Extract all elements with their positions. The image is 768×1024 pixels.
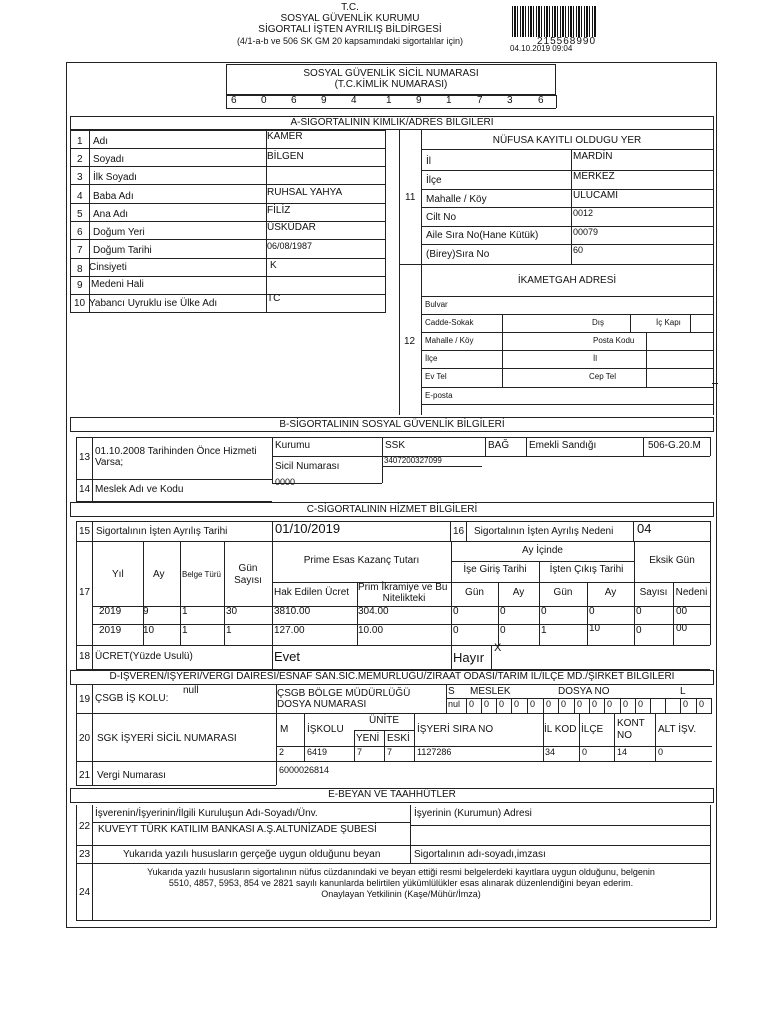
- dosya-numarasi-label: DOSYA NUMARASI: [277, 699, 367, 710]
- col-ilce-label: İLÇE: [581, 724, 604, 735]
- sicil-digit: 3: [507, 95, 513, 106]
- print-datetime: 04.10.2019 09:04: [510, 44, 573, 53]
- section-d-title: D-İŞVEREN/İŞYERİ/VERGİ DAİRESİ/ESNAF SAN.SİC.MEMURLUĞU/ZİRAAT ODASI/TARIM İL/İLÇE MD./ŞİRKET BİLGİLERİ: [109, 671, 675, 682]
- field-label-medeni-hali: Medeni Hali: [91, 279, 144, 290]
- row-number-21: 21: [79, 770, 91, 781]
- ayrilis-tarihi-label: Sigortalının İşten Ayrılış Tarihi: [96, 526, 228, 537]
- csgb-is-kolu-label: ÇSGB İŞ KOLU:: [95, 693, 169, 704]
- cell-hak-edilen: 3810.00: [274, 606, 311, 617]
- vergi-no-value: 6000026814: [279, 765, 330, 775]
- dosya-digit: 0: [514, 699, 520, 709]
- field-value-ana-adi: FİLİZ: [267, 205, 291, 216]
- beyan-text: Yukarıda yazılı hususların gerçeğe uygun olduğunu beyan: [123, 849, 381, 860]
- col-kont-no-label: NO: [617, 730, 632, 741]
- field-value-dogum-tarihi: 06/08/1987: [267, 241, 313, 251]
- section-a-title: A-SİGORTALININ KİMLİK/ADRES BİLGİLERİ: [290, 117, 494, 128]
- section-c-title: C-SİGORTALININ HİZMET BİLGİLERİ: [306, 504, 478, 515]
- sicil-digit: 6: [291, 95, 297, 106]
- cell-cikis-ay: 0: [589, 606, 595, 617]
- cell-isyeri-sira: 1127286: [417, 747, 452, 757]
- col-header-pek: Prime Esas Kazanç Tutarı: [303, 555, 420, 566]
- form-subtitle: (4/1-a-b ve 506 SK GM 20 kapsamındaki sigortalılar için): [236, 36, 464, 46]
- dosya-digit: 0: [607, 699, 613, 709]
- col-header-ay: Ay: [153, 569, 165, 580]
- col-header-prim-ikramiye: Prim İkramiye ve Bu: [358, 582, 448, 593]
- field-label-baba-adi: Baba Adı: [93, 191, 134, 202]
- section-b-title: B-SİGORTALININ SOSYAL GÜVENLİK BİLGİLERİ: [279, 419, 505, 430]
- cell-il-kod: 34: [545, 747, 556, 757]
- col-isyeri-sira-label: İŞYERİ SIRA NO: [417, 724, 494, 735]
- col-m-label: M: [280, 724, 289, 735]
- barcode-image: [512, 6, 596, 37]
- onay-text-2: 5510, 4857, 5953, 854 ve 2821 sayılı kanunlarda belirtilen yükümlülükler esas alınarak düzenlendiğini beyan ederim.: [168, 878, 634, 888]
- header-tc: T.C.: [341, 2, 359, 13]
- col-il-kod-label: İL KOD: [544, 724, 577, 735]
- col-header-eksik-sayisi: Sayısı: [639, 587, 668, 598]
- sicil-digit: 0: [261, 95, 267, 106]
- ikamet-label-ev-tel: Ev Tel: [425, 372, 447, 381]
- ssk-label: SSK: [385, 440, 406, 451]
- cell-alt-isv: 0: [658, 747, 664, 757]
- cell-yil: 2019: [99, 606, 122, 617]
- row-number: 1: [77, 136, 83, 147]
- ikamet-label-il: İl: [593, 354, 597, 363]
- ikamet-title: İKAMETGAH ADRESİ: [517, 275, 617, 286]
- ikamet-label-ic-kapi: İç Kapı: [656, 318, 681, 327]
- cell-cikis-gun: 0: [541, 606, 547, 617]
- col-header-isten-cikis: İşten Çıkış Tarihi: [549, 564, 624, 575]
- ikamet-label-posta-kodu: Posta Kodu: [593, 336, 635, 345]
- cell-nul: nul: [448, 699, 461, 709]
- row-number-23: 23: [79, 849, 91, 860]
- col-meslek-label: MESLEK: [470, 686, 511, 697]
- col-header-belge-turu: Belge Türü: [182, 570, 221, 579]
- cell-gun: 1: [226, 625, 232, 636]
- row-number: 6: [77, 227, 83, 238]
- cell-eksik-nedeni: 00: [676, 623, 688, 634]
- col-header-eksik-gun: Eksik Gün: [649, 555, 695, 566]
- field-value-il: MARDİN: [573, 151, 613, 162]
- ikamet-label-ilce: İlçe: [425, 354, 438, 363]
- field-label-soyadi: Soyadı: [93, 154, 125, 165]
- col-header-gun: Gün: [238, 563, 258, 574]
- col-header-eksik-nedeni: Nedeni: [675, 587, 708, 598]
- isyeri-adresi-label: İşyerinin (Kurumun) Adresi: [414, 808, 532, 819]
- row-number-11: 11: [405, 192, 416, 203]
- ucret-hayir-mark: X: [494, 642, 502, 654]
- cell-eksik-sayisi: 0: [636, 606, 642, 617]
- field-value-mahalle: ULUCAMİ: [573, 190, 619, 201]
- field-label-mahalle: Mahalle / Köy: [426, 194, 487, 205]
- sgk-sicil-label: SGK İŞYERİ SİCİL NUMARASI: [97, 733, 237, 744]
- cell-yil: 2019: [99, 625, 122, 636]
- field-label-il: İl: [426, 156, 431, 167]
- cell-eksik-sayisi: 0: [636, 625, 642, 636]
- col-header-giris-gun: Gün: [465, 587, 484, 598]
- sicil-digit: 1: [446, 95, 452, 106]
- sicil-digit: 6: [231, 95, 237, 106]
- onay-text-1: Yukarıda yazılı hususların sigortalının nüfus cüzdanındaki ve beyan ettiği resmi belgelerdeki kayıtlara uygun olduğunu, belgenin: [147, 867, 655, 877]
- row-number: 2: [77, 154, 83, 165]
- col-eski-label: ESKİ: [387, 733, 410, 744]
- row-number-12: 12: [404, 336, 416, 347]
- cell-belge: 1: [182, 606, 188, 617]
- field-label-ulke-adi: Yabancı Uyruklu ise Ülke Adı: [89, 298, 218, 309]
- row-number: 10: [74, 298, 86, 309]
- sicil-digit: 7: [477, 95, 483, 106]
- cell-giris-gun: 0: [453, 606, 459, 617]
- field-value-dogum-yeri: ÜSKÜDAR: [267, 222, 316, 233]
- row-number-24: 24: [79, 887, 91, 898]
- csgb-is-kolu-value: null: [183, 685, 199, 696]
- cell-cikis-ay: 10: [589, 623, 601, 634]
- form-title: SİGORTALI İŞTEN AYRILIŞ BİLDİRGESİ: [258, 24, 442, 35]
- cell-iskolu: 6419: [307, 747, 328, 757]
- field-label-adi: Adı: [93, 136, 109, 147]
- g506-label: 506-G.20.M: [648, 440, 701, 451]
- field-label-aile-sira-no: Aile Sıra No(Hane Kütük): [426, 230, 539, 241]
- ikamet-label-mahalle: Mahalle / Köy: [425, 336, 474, 345]
- col-header-cikis-gun: Gün: [553, 587, 573, 598]
- field-label-dogum-yeri: Doğum Yeri: [93, 227, 145, 238]
- row13-label: 01.10.2008 Tarihinden Önce Hizmeti: [95, 446, 257, 457]
- field-value-baba-adi: RUHSAL YAHYA: [267, 187, 343, 198]
- dosya-digit: 0: [484, 699, 490, 709]
- section-e-title: E-BEYAN VE TAAHHÜTLER: [328, 789, 456, 800]
- sigortali-imza-label: Sigortalının adı-soyadı,imzası: [414, 849, 546, 860]
- field-value-soyadi: BİLGEN: [267, 151, 304, 162]
- row-number-14: 14: [79, 484, 91, 495]
- field-value-cilt-no: 0012: [573, 208, 594, 218]
- header-org: SOSYAL GÜVENLİK KURUMU: [280, 13, 420, 24]
- dosya-digit: 0: [592, 699, 598, 709]
- sicil-title: SOSYAL GÜVENLİK SİCİL NUMARASI: [303, 68, 479, 79]
- col-header-cikis-ay: Ay: [604, 587, 617, 598]
- ayrilis-nedeni-value: 04: [637, 521, 652, 536]
- field-value-adi: KAMER: [267, 131, 303, 142]
- row-number-16: 16: [453, 526, 465, 537]
- dosya-digit: 0: [683, 699, 689, 709]
- sicil-numarasi-value: 3407200327099: [384, 456, 442, 465]
- row-number-22: 22: [79, 821, 91, 832]
- sicil-numarasi-label: Sicil Numarası: [275, 461, 340, 472]
- col-header-ise-giris: İşe Giriş Tarihi: [463, 564, 527, 575]
- field-value-cinsiyeti: K: [270, 260, 277, 271]
- cell-prim: 304.00: [358, 606, 389, 617]
- onay-text-3: Onaylayan Yetkilinin (Kaşe/Mühür/İmza): [321, 889, 481, 899]
- isveren-adi-value: KUVEYT TÜRK KATILIM BANKASI A.Ş.ALTUNİZADE ŞUBESİ: [98, 824, 377, 835]
- emekli-sandigi-label: Emekli Sandığı: [529, 440, 597, 451]
- meslek-value: 0000: [275, 477, 296, 487]
- col-header-nitelikteki: Nitelikteki: [382, 593, 426, 604]
- row-number: 3: [77, 172, 83, 183]
- cell-ilce: 0: [582, 747, 588, 757]
- dosya-digit: 0: [499, 699, 505, 709]
- row-number: 7: [77, 245, 83, 256]
- field-label-cilt-no: Cilt No: [426, 212, 457, 223]
- field-value-birey-sira-no: 60: [573, 245, 584, 255]
- row-number-19: 19: [79, 694, 91, 705]
- field-label-cinsiyeti: Cinsiyeti: [89, 262, 127, 273]
- nufus-title: NÜFUSA KAYITLI OLDUGU YER: [492, 135, 642, 146]
- ikamet-label-cep-tel: Cep Tel: [589, 372, 616, 381]
- row-number: 5: [77, 209, 83, 220]
- ikamet-label-bulvar: Bulvar: [425, 300, 448, 309]
- cell-ay: 9: [143, 606, 149, 617]
- ikamet-label-dis: Dış: [592, 318, 604, 327]
- row-number: 9: [77, 280, 83, 291]
- ayrilis-nedeni-label: Sigortalının İşten Ayrılış Nedeni: [474, 526, 614, 537]
- row13-label-cont: Varsa;: [95, 457, 124, 468]
- col-iskolu-label: İŞKOLU: [307, 724, 344, 735]
- cell-kont-no: 14: [617, 747, 628, 757]
- barcode-number: 215568990: [537, 36, 597, 47]
- ucret-evet: Evet: [274, 649, 301, 664]
- sicil-subtitle: (T.C.KİMLİK NUMARASI): [334, 79, 448, 90]
- kurumu-label: Kurumu: [275, 440, 311, 451]
- cell-giris-ay: 0: [500, 625, 506, 636]
- col-unite-label: ÜNİTE: [369, 715, 399, 726]
- sicil-digit: 9: [321, 95, 327, 106]
- row-number-13: 13: [79, 452, 91, 463]
- dosya-digit: 0: [638, 699, 644, 709]
- cell-prim: 10.00: [358, 625, 384, 636]
- cell-eksik-nedeni: 00: [676, 606, 688, 617]
- dosya-digit: 0: [469, 699, 475, 709]
- ucret-label: ÜCRET(Yüzde Usulü): [95, 651, 193, 662]
- dosya-digit: 0: [577, 699, 583, 709]
- cell-giris-ay: 0: [500, 606, 506, 617]
- col-alt-isv-label: ALT İŞV.: [658, 724, 697, 735]
- cell-gun: 30: [226, 606, 238, 617]
- row-number-15: 15: [79, 526, 91, 537]
- meslek-label: Meslek Adı ve Kodu: [95, 484, 184, 495]
- cell-ay: 10: [143, 625, 155, 636]
- cell-giris-gun: 0: [453, 625, 459, 636]
- col-l-label: L: [680, 686, 686, 697]
- col-s-label: S: [448, 686, 455, 697]
- sicil-digit: 6: [538, 95, 544, 106]
- row-number: 4: [77, 191, 83, 202]
- ayrilis-tarihi-value: 01/10/2019: [275, 521, 341, 536]
- cell-m: 2: [279, 747, 285, 757]
- cell-eski: 7: [387, 747, 393, 757]
- ikamet-label-cadde: Cadde-Sokak: [425, 318, 474, 327]
- field-label-ilce: İlçe: [426, 175, 442, 186]
- ikamet-label-eposta: E-posta: [425, 391, 453, 400]
- row-number-17: 17: [79, 587, 91, 598]
- col-kont-label: KONT: [617, 718, 645, 729]
- field-value-ilce: MERKEZ: [573, 171, 615, 182]
- row-number-18: 18: [79, 651, 91, 662]
- ucret-hayir: Hayır: [453, 650, 485, 665]
- cell-belge: 1: [182, 625, 188, 636]
- field-value-aile-sira-no: 00079: [573, 227, 599, 237]
- col-header-yil: Yıl: [112, 569, 124, 580]
- dosya-digit: 0: [561, 699, 567, 709]
- bag-label: BAĞ: [488, 440, 510, 451]
- field-label-birey-sira-no: (Birey)Sıra No: [426, 249, 490, 260]
- sicil-digit: 4: [351, 95, 357, 106]
- vergi-no-label: Vergi Numarası: [97, 770, 166, 781]
- col-header-sayisi: Sayısı: [234, 575, 262, 586]
- dosya-digit: 0: [699, 699, 705, 709]
- cell-yeni: 7: [357, 747, 363, 757]
- sicil-digit: 9: [416, 95, 422, 106]
- row-number: 8: [77, 264, 83, 275]
- field-label-ana-adi: Ana Adı: [93, 209, 129, 220]
- col-header-ay-icinde: Ay İçinde: [522, 545, 563, 556]
- dosya-digit: 0: [530, 699, 536, 709]
- col-dosya-no-label: DOSYA NO: [558, 686, 610, 697]
- dosya-digit: 0: [546, 699, 552, 709]
- cell-cikis-gun: 1: [541, 625, 547, 636]
- field-label-ilk-soyadi: İlk Soyadı: [93, 172, 137, 183]
- sicil-digit: 1: [386, 95, 392, 106]
- field-value-ulke-adi: TC: [267, 293, 281, 304]
- col-header-hak-edilen: Hak Edilen Ücret: [274, 587, 350, 598]
- bolge-mudurlugu-label: ÇSGB BÖLGE MÜDÜRLÜĞÜ: [277, 688, 411, 699]
- isveren-adi-label: İşverenin/İşyerinin/İlgili Kuruluşun Adı-Soyadı/Ünv.: [95, 808, 318, 819]
- row-number-20: 20: [79, 733, 91, 744]
- dosya-digit: 0: [623, 699, 629, 709]
- col-yeni-label: YENİ: [356, 733, 380, 744]
- field-label-dogum-tarihi: Doğum Tarihi: [93, 245, 152, 256]
- cell-hak-edilen: 127.00: [274, 625, 305, 636]
- col-header-giris-ay: Ay: [512, 587, 525, 598]
